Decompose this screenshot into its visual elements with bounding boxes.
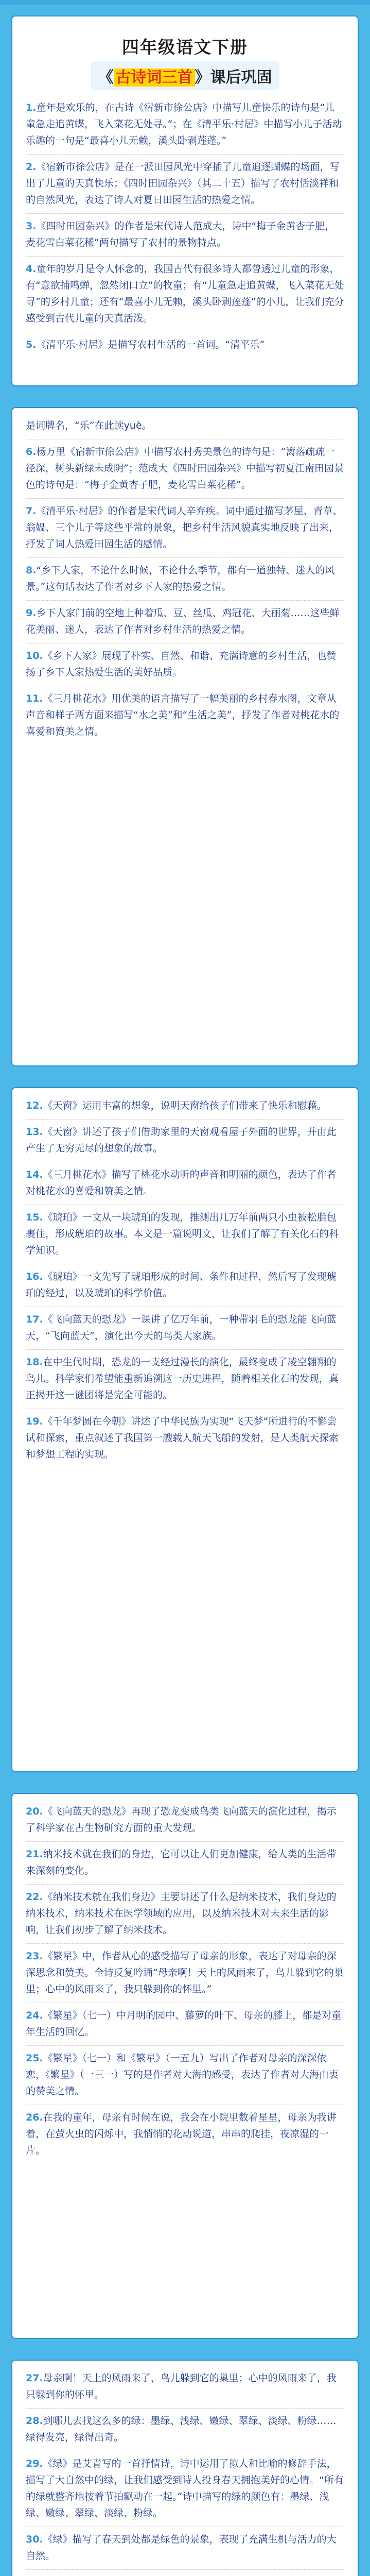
item-number: 17. <box>26 1314 43 1325</box>
list-item <box>26 155 344 214</box>
card-4-list <box>12 1794 358 2169</box>
item-text: 《三月桃花水》描写了桃花水动听的声音和明丽的颜色，表达了作者对桃花水的喜爱和赞美之情。 <box>26 1169 337 1197</box>
item-number: 11. <box>26 693 43 704</box>
item-text: 乡下人家门前的空地上种着瓜、豆、丝瓜、鸡冠花、大丽菊……这些鲜花美丽、迷人，表达了作者对乡村生活的热爱之情。 <box>26 607 340 635</box>
item-number: 18. <box>26 1357 43 1368</box>
item-text: 《天窗》运用丰富的想象，说明天窗给孩子们带来了快乐和慰藉。 <box>43 1100 327 1111</box>
item-text: 《琥珀》一文从一块琥珀的发现，推测出几万年前两只小虫被松脂包裹住，形成琥珀的故事。本文是一篇说明文，让我们了解了有关化石的科学知识。 <box>26 1212 339 1256</box>
list-item <box>26 2527 344 2570</box>
item-number: 14. <box>26 1169 43 1180</box>
list-item <box>26 1842 344 1885</box>
list-item <box>26 1885 344 1944</box>
list-item <box>26 1799 344 1842</box>
item-number: 3. <box>26 221 37 232</box>
card-5-list <box>12 2361 358 2576</box>
list-item <box>26 1350 344 1409</box>
item-number: 15. <box>26 1212 43 1223</box>
item-text: 《宿新市徐公店》是在一派田园风光中穿插了儿童追逐蝴蝶的场面，写出了儿童的天真快乐；《四时田园杂兴》（其二十五）描写了农村恬淡祥和的自然风光，表达了诗人对夏日田园生活的热爱之情。 <box>26 161 340 206</box>
item-number: 1. <box>26 102 37 113</box>
item-text: 《绿》是艾青写的一首抒情诗，诗中运用了拟人和比喻的修辞手法，描写了大自然中的绿，让我们感受到诗人投身春天拥抱美好的心情。“所有的绿就整齐地按着节拍飘动在一起。”诗中描写的绿的颜色有：墨绿、浅绿、嫩绿、翠绿、淡绿、粉绿。 <box>26 2458 344 2519</box>
list-item <box>26 1093 344 1120</box>
item-text: 是词牌名，“乐”在此读yuè。 <box>26 420 152 431</box>
list-item <box>26 214 344 257</box>
item-number: 28. <box>26 2415 43 2427</box>
item-text: 《天窗》讲述了孩子们借助家里的天窗观看屋子外面的世界，并由此产生了无穷无尽的想象的故事。 <box>26 1126 337 1154</box>
item-number: 27. <box>26 2372 43 2384</box>
item-number: 23. <box>26 1951 43 1962</box>
item-number: 16. <box>26 1271 43 1282</box>
item-text: 《清平乐·村居》是描写农村生活的一首词。“清平乐” <box>36 339 265 350</box>
subtitle-highlight: 古诗词三首 <box>114 69 195 87</box>
list-item <box>26 2003 344 2046</box>
item-number: 29. <box>26 2458 43 2469</box>
list-item <box>26 499 344 558</box>
item-number: 10. <box>26 650 43 662</box>
item-number: 8. <box>26 565 37 576</box>
item-text: 《四时田园杂兴》的作者是宋代诗人范成大，诗中“梅子金黄杏子肥，麦花雪白菜花稀”两句描写了农村的景物特点。 <box>26 221 335 248</box>
card-1 <box>11 15 359 386</box>
page-subtitle: 《 古诗词三首 》课后巩固 <box>91 61 279 90</box>
item-text: 《千年梦圆在今朝》讲述了中华民族为实现“飞天梦”所进行的不懈尝试和探索，重点叙述了我国第一艘载人航天飞船的发射，是人类航天探索和梦想工程的实现。 <box>26 1416 339 1460</box>
list-item <box>26 257 344 332</box>
list-item <box>26 2451 344 2527</box>
item-number: 12. <box>26 1100 43 1111</box>
card-2 <box>11 407 359 1066</box>
page-header <box>64 27 306 90</box>
item-text: 《繁星》中，作者从心的感受描写了母亲的形象，表达了对母亲的深深思念和赞美。全诗反复吟诵“母亲啊！天上的风雨来了，鸟儿躲到它的巢里；心中的风雨来了，我只躲到你的怀里。” <box>26 1951 344 1995</box>
item-text: 童年是欢乐的，在古诗《宿新市徐公店》中描写儿童快乐的诗句是“儿童急走追黄蝶，飞入菜花无处寻。”；在《清平乐·村居》中描写小儿子活动乐趣的一句是“最喜小儿无赖，溪头卧剥莲蓬。” <box>26 102 342 146</box>
card-3 <box>11 1087 359 1772</box>
list-item <box>26 1944 344 2003</box>
item-text: 《绿》描写了春天到处都是绿色的景象，表现了充满生机与活力的大自然。 <box>26 2534 337 2562</box>
item-number: 20. <box>26 1806 43 1817</box>
list-item <box>26 2105 344 2164</box>
list-item <box>26 1409 344 1468</box>
item-number: 4. <box>26 263 37 275</box>
item-text: 《飞向蓝天的恐龙》再现了恐龙变成鸟类飞向蓝天的演化过程，揭示了科学家在古生物研究方面的重大发现。 <box>26 1806 337 1834</box>
item-text: 杨万里《宿新市徐公店》中描写农村秀美景色的诗句是：“篱落疏疏一径深，树头新绿未成阴”；范成大《四时田园杂兴》中描写初夏江南田园景色的诗句是：“梅子金黄杏子肥，麦花雪白菜花稀”。 <box>26 446 344 490</box>
item-number: 26. <box>26 2112 43 2123</box>
list-item <box>26 332 344 358</box>
item-number: 30. <box>26 2534 43 2545</box>
item-text: 《清平乐·村居》的作者是宋代词人辛弃疾。词中通过描写茅屋、青草、翁媪、三个儿子等这些平常的景象，把乡村生活风貌真实地反映了出来，抒发了词人热爱田园生活的感情。 <box>26 505 343 550</box>
card-5 <box>11 2360 359 2576</box>
item-number: 7. <box>26 505 37 517</box>
item-number: 25. <box>26 2053 43 2064</box>
list-item <box>26 2046 344 2105</box>
item-number: 5. <box>26 339 37 350</box>
list-item <box>26 558 344 601</box>
list-item <box>26 643 344 686</box>
item-text: 《三月桃花水》用优美的语言描写了一幅美丽的乡村春水图，文章从声音和样子两方面来描写“水之美”和“生活之美”，抒发了作者对桃花水的喜爱和赞美之情。 <box>26 693 340 737</box>
list-item <box>26 1205 344 1264</box>
item-text: 《乡下人家》展现了朴实、自然、和谐、充满诗意的乡村生活，也赞扬了乡下人家热爱生活的美好品质。 <box>26 650 337 678</box>
item-text: 在中生代时期，恐龙的一支经过漫长的演化，最终变成了凌空翱翔的鸟儿。科学家们希望能重新追溯这一历史进程，随着相关化石的发现，真正揭开这一谜团将是完全可能的。 <box>26 1357 339 1401</box>
item-number: 21. <box>26 1849 43 1860</box>
item-text: “乡下人家，不论什么时候，不论什么季节，都有一道独特、迷人的风景。”这句话表达了作者对乡下人家的热爱之情。 <box>26 565 335 592</box>
list-item <box>26 2366 344 2409</box>
item-number: 22. <box>26 1891 43 1903</box>
item-text: 《飞向蓝天的恐龙》一课讲了亿万年前，一种带羽毛的恐龙能飞向蓝天，“飞向蓝天”，演化出今天的鸟类大家族。 <box>26 1314 337 1342</box>
item-text: 《琥珀》一文先写了琥珀形成的时间、条件和过程，然后写了发现琥珀的经过，以及琥珀的科学价值。 <box>26 1271 337 1299</box>
list-item <box>26 601 344 643</box>
list-item <box>26 2409 344 2451</box>
item-text: 童年的岁月是令人怀念的，我国古代有很多诗人都曾透过儿童的形象，有“意欲捕鸣蝉，忽然闭口立”的牧童；有“儿童急走追黄蝶，飞入菜花无处寻”的乡村儿童；还有“最喜小儿无赖，溪头卧剥莲蓬”的小儿，让我们充分感受到古代儿童的天真活泼。 <box>26 263 344 324</box>
list-item <box>26 439 344 499</box>
item-number: 6. <box>26 446 37 457</box>
list-item <box>26 1264 344 1307</box>
card-3-list <box>12 1088 358 1473</box>
list-item <box>26 413 344 439</box>
item-text: 《繁星》（七一）中月明的园中、藤萝的叶下、母亲的膝上，都是对童年生活的回忆。 <box>26 2010 342 2038</box>
item-text: 纳米技术就在我们的身边，它可以让人们更加健康，给人类的生活带来深刻的变化。 <box>26 1849 337 1876</box>
item-number: 9. <box>26 607 37 619</box>
item-number: 13. <box>26 1126 43 1138</box>
list-item <box>26 2570 344 2576</box>
list-item <box>26 1162 344 1205</box>
list-item <box>26 1307 344 1350</box>
item-number: 2. <box>26 161 37 173</box>
card-4 <box>11 1793 359 2339</box>
item-number: 24. <box>26 2010 43 2021</box>
top-strip <box>0 0 370 5</box>
item-text: 《繁星》（七一）和《繁星》（一五九）写出了作者对母亲的深深依恋，《繁星》（一三一）写的是作者对大海的感受，表达了作者对大海由衷的赞美之情。 <box>26 2053 339 2097</box>
card-1-list <box>12 90 358 363</box>
card-2-list <box>12 408 358 750</box>
item-text: 《纳米技术就在我们身边》主要讲述了什么是纳米技术，我们身边的纳米技术，纳米技术在医学领域的应用，以及纳米技术对未来生活的影响，让我们初步了解了纳米技术。 <box>26 1891 337 1936</box>
list-item <box>26 686 344 745</box>
item-text: 母亲啊！天上的风雨来了，鸟儿躲到它的巢里；心中的风雨来了，我只躲到你的怀里。 <box>26 2372 337 2400</box>
list-item <box>26 95 344 155</box>
list-item <box>26 1120 344 1162</box>
item-text: 到哪儿去找这么多的绿：墨绿、浅绿、嫩绿、翠绿、淡绿、粉绿……绿得发亮，绿得出奇。 <box>26 2415 337 2443</box>
item-text: 在我的童年，母亲有时候在说，我会在小院里数着星星，母亲为我讲着，在萤火虫的闪烁中，我悄悄的花动说道，串串的爬挂，夜凉湿的一片。 <box>26 2112 337 2156</box>
item-number: 19. <box>26 1416 43 1427</box>
page-title: 四年级语文下册 <box>122 37 248 57</box>
